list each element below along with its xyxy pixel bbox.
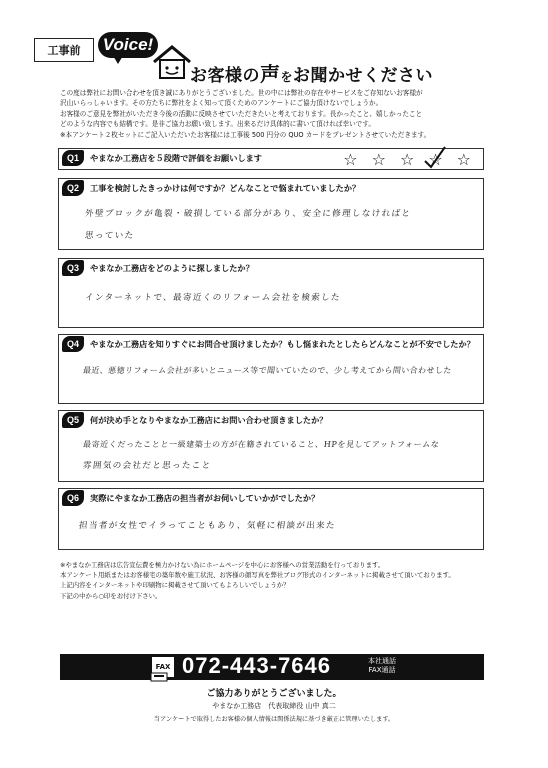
question-text: 工事を検討したきっかけは何ですか？どんなことで悩まれていましたか？	[90, 182, 361, 193]
handwritten-answer: 雰囲気の会社だと思ったこと	[82, 461, 213, 471]
question-text: やまなか工務店をどのように探しましたか？	[90, 262, 254, 273]
star-icon-selected: ☆	[428, 150, 443, 169]
house-icon	[152, 44, 192, 80]
question-6	[58, 488, 484, 550]
fax-machine-icon	[150, 672, 168, 682]
question-text: やまなか工務店を５段階で評価をお願いします	[90, 152, 262, 163]
question-text: やまなか工務店を知りすぐにお問合せ頂けましたか？もし悩まれたとしたらどんなことが不安でしたか？	[90, 338, 475, 349]
handwritten-answer: 思っていた	[84, 231, 135, 241]
rating-check-mark	[421, 143, 449, 171]
handwritten-answer: インターネットで、最寄近くのリフォーム会社を検索した	[84, 293, 342, 303]
privacy-notice: 当アンケートで取得したお客様の個人情報は関係法規に基づき厳正に管理いたします。	[153, 716, 395, 723]
fax-number: 072-443-7646	[182, 653, 332, 678]
handwritten-answer: 外壁ブロックが亀裂・破損している部分があり、安全に修理しなければと	[84, 209, 412, 219]
fax-side-labels: 本社通話 FAX通話	[368, 657, 396, 674]
question-5	[58, 410, 484, 482]
voice-bubble-tail	[112, 54, 124, 64]
intro-text: この度は弊社にお問い合わせを頂き誠にありがとうございました。世の中には弊社の存在やサービスをご存知ないお客様が 沢山いらっしゃいます。その方たちに弊社をよく知って頂くためのアンケートにご協力頂けないでしょうか。 お客様のご意見を弊社がいただき今後の活動に反映させていただきたいと考えております。長かったこと、嬉しかったこと どのような内容でも結構です。是非ご協力お願い致します。出来るだけ具体的に書いて頂ければ幸いです。 ※本アンケート２枚セットにご記入いただいたお客様には工事後 500 円分の QUO カードをプレゼントさせていただきます。	[60, 89, 431, 139]
question-number: Q2	[62, 180, 84, 196]
page-title: お客様の声をお聞かせください	[190, 62, 434, 86]
document-tag: 工事前	[34, 38, 94, 62]
star-icon: ☆	[456, 150, 471, 169]
thanks-message: ご協力ありがとうございました。	[206, 689, 342, 699]
star-icon: ☆	[399, 150, 415, 169]
handwritten-answer: 担当者が女性でイラってこともあり、気軽に相談が出来た	[78, 521, 337, 531]
company-signature: やまなか工務店 代表取締役 山中 真二	[212, 702, 336, 710]
question-text: 実際にやまなか工務店の担当者がお伺いしていかがでしたか？	[90, 492, 320, 503]
question-2	[58, 178, 484, 250]
handwritten-answer: 最近、悪徳リフォーム会社が多いとニュース等で聞いていたので、少し考えてから問い合わせした	[82, 366, 453, 375]
question-3	[58, 258, 484, 328]
handwritten-answer: 最寄近くだったことと一級建築士の方が在籍されていること、HPを見してアットフォームな	[82, 440, 440, 449]
question-number: Q4	[62, 336, 84, 352]
question-number: Q5	[62, 412, 84, 428]
star-icon: ☆	[343, 150, 358, 169]
question-number: Q1	[62, 150, 84, 166]
rating-stars	[343, 150, 471, 169]
question-4	[58, 334, 484, 404]
question-text: 何が決め手となりやまなか工務店にお問い合わせ頂きましたか？	[90, 414, 328, 425]
footer-notes: ※やまなか工務店は広告宣伝費を極力かけない為にホームページを中心にお客様への営業活動を行っております。 本アンケート用紙またはお客様宅の築年数や施工状況、お客様の顔写真を弊社ブログ形式のインターネットに掲載させて頂いております。 上記内容をインターネットや印刷物に掲載させて頂いてもよろしいでしょうか？ 下記の中から○印をお付け下さい。	[60, 561, 455, 600]
star-icon: ☆	[371, 150, 386, 169]
voice-badge: Voice!	[98, 32, 158, 58]
question-number: Q3	[62, 260, 84, 276]
question-number: Q6	[62, 490, 84, 506]
question-1	[58, 148, 484, 170]
fax-label: FAX	[152, 657, 174, 677]
